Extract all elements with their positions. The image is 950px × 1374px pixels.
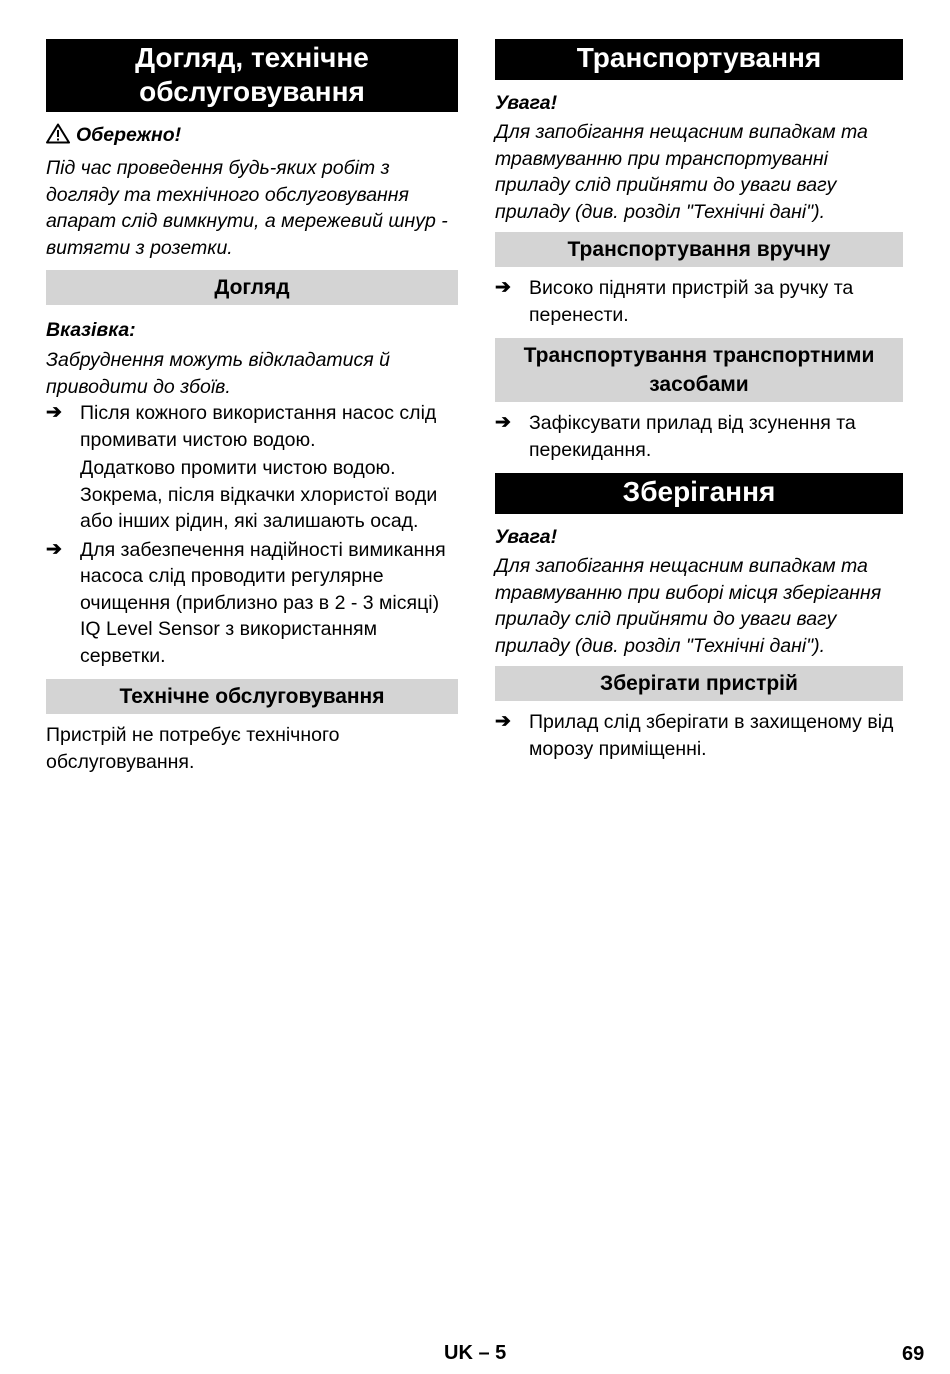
caution-text: Під час проведення будь-яких робіт з догляду та технічного обслуговування апарат слід вимкнути, а мережевий шнур - витягти з розетки. (46, 157, 448, 259)
footer-section-label: UK – 5 (444, 1342, 507, 1364)
arrow-right-icon: ➔ (495, 711, 511, 732)
note-title: Вказівка: (46, 319, 136, 341)
manual-transport-subheading: Транспортування вручну (495, 232, 903, 267)
care-subheading: Догляд (46, 270, 458, 305)
list-item (495, 275, 903, 328)
transport-note-text: Для запобігання нещасним випадкам та травмуванню при транспортуванні приладу слід прийняти до уваги вагу приладу (див. розділ "Технічні дані"). (495, 121, 868, 223)
arrow-right-icon: ➔ (46, 402, 62, 423)
list-item-text: Після кожного використання насос слід промивати чистою водою. (80, 402, 437, 451)
list-item (46, 537, 458, 670)
list-item (46, 400, 458, 453)
heading-line-2: обслуговування (139, 76, 365, 107)
storage-note-title: Увага! (495, 526, 558, 548)
vehicle-transport-subheading: Транспортування транспортними засобами (495, 338, 903, 402)
warning-triangle-icon (46, 123, 70, 151)
care-maintenance-heading (46, 39, 458, 112)
maintenance-subheading: Технічне обслуговування (46, 679, 458, 714)
heading-line-1: Догляд, технічне (135, 42, 369, 73)
list-item-text: Зафіксувати прилад від зсунення та перекидання. (529, 412, 856, 461)
list-item (495, 410, 903, 463)
list-item (495, 709, 903, 762)
transport-heading: Транспортування (495, 39, 903, 80)
footer-page-number: 69 (902, 1343, 925, 1365)
left-column (46, 39, 458, 775)
list-item-text: Високо підняти пристрій за ручку та перенести. (529, 277, 854, 326)
arrow-right-icon: ➔ (46, 538, 62, 560)
maintenance-text: Пристрій не потребує технічного обслуговування. (46, 724, 340, 773)
storage-heading: Зберігання (495, 473, 903, 514)
caution-title: Обережно! (76, 124, 182, 146)
list-item-text: Прилад слід зберігати в захищеному від морозу приміщенні. (529, 711, 894, 760)
arrow-right-icon: ➔ (495, 412, 511, 433)
transport-note-title: Увага! (495, 92, 558, 114)
list-item-text: Для забезпечення надійності вимикання насоса слід проводити регулярне очищення (приблизно раз в 2 - 3 місяці) IQ Level Sensor з використанням серветки. (80, 538, 446, 667)
list-item-extra: Додатково промити чистою водою. Зокрема, після відкачки хлористої води або інших рідин, які залишають осад. (80, 457, 438, 532)
storage-note-text: Для запобігання нещасним випадкам та травмуванню при виборі місця зберігання приладу слід прийняти до уваги вагу приладу (див. розділ "Технічні дані"). (495, 555, 882, 657)
note-text: Забруднення можуть відкладатися й приводити до збоїв. (46, 349, 390, 398)
store-device-subheading: Зберігати пристрій (495, 666, 903, 701)
right-column (495, 39, 903, 762)
arrow-right-icon: ➔ (495, 277, 511, 298)
caution-title-row (46, 122, 458, 151)
